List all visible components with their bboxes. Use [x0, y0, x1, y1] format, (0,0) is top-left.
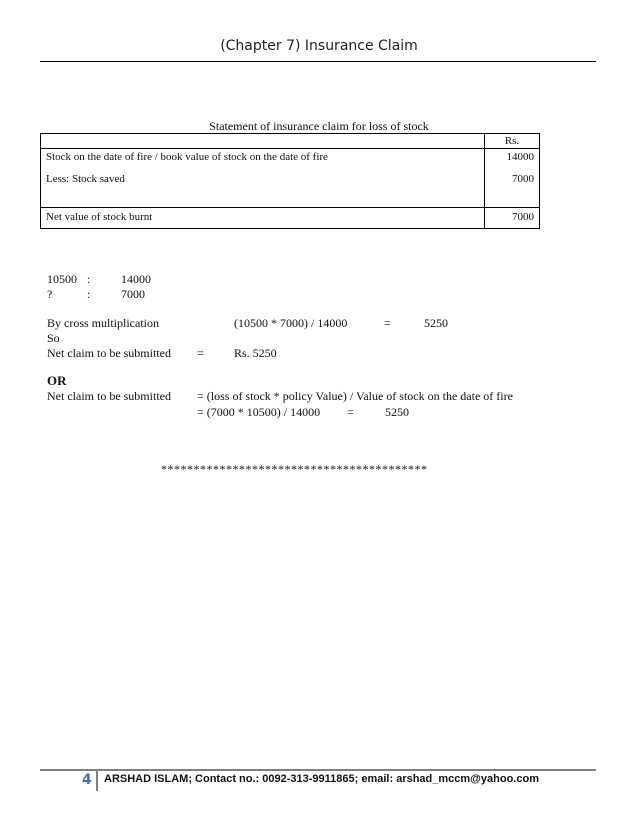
or-heading: OR: [47, 373, 67, 388]
ratio-2-a: ?: [47, 287, 53, 301]
cross-equals: =: [384, 316, 391, 330]
cross-expression: (10500 * 7000) / 14000: [234, 316, 348, 330]
ratio-2-b: 7000: [121, 287, 145, 301]
footer-vertical-divider: [96, 771, 98, 791]
page-number: 4: [82, 772, 92, 788]
ratio-1-sep: :: [87, 272, 91, 286]
row-label-less: Less: Stock saved: [46, 173, 125, 185]
row-label-stock: Stock on the date of fire / book value of stock on the date of fire: [46, 151, 328, 163]
claim-1-equals: =: [197, 346, 204, 360]
separator-stars: *****************************************: [161, 462, 428, 476]
ratio-2-sep: :: [87, 287, 91, 301]
footer-divider: [40, 769, 596, 771]
ratio-1-a: 10500: [47, 272, 77, 286]
header-divider: [40, 61, 596, 62]
claim-2-label: Net claim to be submitted: [47, 389, 171, 403]
claim-2-result: 5250: [385, 405, 409, 419]
table-row: [41, 149, 540, 208]
claim-2-equals: =: [347, 405, 354, 419]
row-amount-less: 7000: [512, 173, 534, 185]
label-cell: [41, 149, 485, 208]
table-total-row: [41, 208, 540, 229]
total-amount: 7000: [485, 208, 540, 229]
claim-1-value: Rs. 5250: [234, 346, 277, 360]
currency-header: Rs.: [485, 134, 540, 149]
cross-label: By cross multiplication: [47, 316, 159, 330]
row-amount-stock: 14000: [506, 151, 534, 163]
cross-result: 5250: [424, 316, 448, 330]
amount-cell: [485, 149, 540, 208]
footer-contact: ARSHAD ISLAM; Contact no.: 0092-313-9911865; email: arshad_mccm@yahoo.com: [104, 773, 539, 785]
so-label: So: [47, 331, 60, 345]
claim-2-formula: = (loss of stock * policy Value) / Value of stock on the date of fire: [197, 389, 513, 403]
claim-2-expression: = (7000 * 10500) / 14000: [197, 405, 321, 419]
claim-1-label: Net claim to be submitted: [47, 346, 171, 360]
statement-title: Statement of insurance claim for loss of stock: [209, 119, 429, 133]
total-label: Net value of stock burnt: [41, 208, 485, 229]
table-header-row: [41, 134, 540, 149]
statement-table: [40, 133, 540, 229]
ratio-1-b: 14000: [121, 272, 151, 286]
page-header-title: (Chapter 7) Insurance Claim: [220, 38, 418, 54]
header-label-cell: [41, 134, 485, 149]
